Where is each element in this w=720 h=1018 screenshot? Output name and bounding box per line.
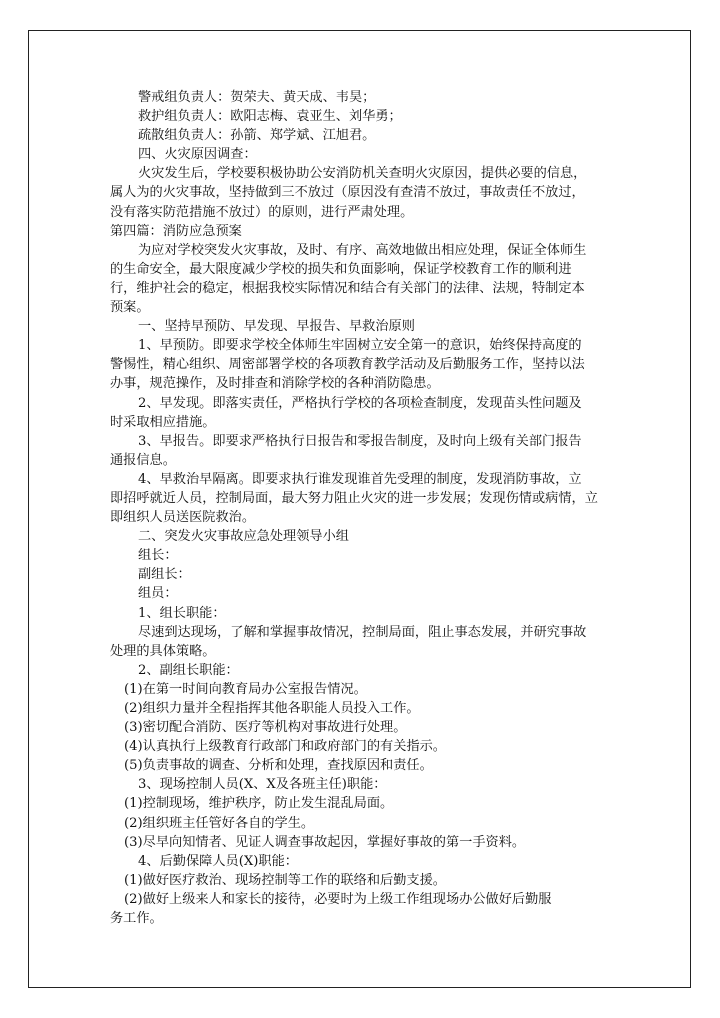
text-line: (1)做好医疗救治、现场控制等工作的联络和后勤支援。 <box>124 872 446 888</box>
text-line: 务工作。 <box>110 911 163 927</box>
text-line: 救护组负责人：欧阳志梅、袁亚生、刘华勇； <box>138 109 402 125</box>
text-line: 第四篇：消防应急预案 <box>110 223 242 239</box>
text-line: (5)负责事故的调查、分析和处理，查找原因和责任。 <box>124 758 433 774</box>
text-line: 疏散组负责人：孙箭、郑学斌、江旭君。 <box>138 128 376 144</box>
text-line: 二、突发火灾事故应急处理领导小组 <box>138 529 349 545</box>
text-line: 属人为的火灾事故，坚持做到三不放过（原因没有查清不放过，事故责任不放过， <box>110 185 585 201</box>
text-line: (4)认真执行上级教育行政部门和政府部门的有关指示。 <box>124 739 446 755</box>
text-line: 1、早预防。即要求学校全体师生牢固树立安全第一的意识，始终保持高度的 <box>138 338 582 354</box>
text-line: 为应对学校突发火灾事故，及时、有序、高效地做出相应处理，保证全体师生 <box>138 242 587 258</box>
text-line: 的生命安全，最大限度减少学校的损失和负面影响，保证学校教育工作的顺利进 <box>110 261 572 277</box>
text-line: 尽速到达现场，了解和掌握事故情况，控制局面，阻止事态发展，并研究事故 <box>138 624 587 640</box>
text-line: 处理的具体策略。 <box>110 643 216 659</box>
text-line: 时采取相应措施。 <box>110 414 216 430</box>
text-line: 3、现场控制人员(X、X及各班主任)职能： <box>138 777 387 793</box>
text-line: 警戒组负责人：贺荣夫、黄天成、韦昊； <box>138 90 376 105</box>
text-line: 3、早报告。即要求严格执行日报告和零报告制度，及时向上级有关部门报告 <box>138 433 582 449</box>
text-line: 预案。 <box>110 300 150 316</box>
text-line: 没有落实防范措施不放过）的原则，进行严肃处理。 <box>110 204 414 220</box>
text-line: 办事，规范操作，及时排查和消除学校的各种消防隐患。 <box>110 376 440 392</box>
text-line: 通报信息。 <box>110 452 176 468</box>
text-line: (2)组织班主任管好各自的学生。 <box>124 815 315 831</box>
text-line: 2、早发现。即落实责任，严格执行学校的各项检查制度，发现苗头性问题及 <box>138 395 582 411</box>
text-line: 4、早救治早隔离。即要求执行谁发现谁首先受理的制度，发现消防事故，立 <box>138 471 582 487</box>
text-line: (1)控制现场，维护秩序，防止发生混乱局面。 <box>124 796 394 812</box>
text-line: 行，维护社会的稳定，根据我校实际情况和结合有关部门的法律、法规，特制定本 <box>110 280 585 296</box>
document-body <box>110 88 622 928</box>
text-line: 4、后勤保障人员(X)职能： <box>138 853 298 869</box>
text-line: (3)密切配合消防、医疗等机构对事故进行处理。 <box>124 720 407 736</box>
text-line: (1)在第一时间向教育局办公室报告情况。 <box>124 681 367 697</box>
text-line: (3)尽早向知情者、见证人调查事故起因，掌握好事故的第一手资料。 <box>124 834 526 850</box>
text-line: 四、火灾原因调查： <box>138 147 257 163</box>
text-line: 1、组长职能： <box>138 605 226 621</box>
text-line: 火灾发生后，学校要积极协助公安消防机关查明火灾原因，提供必要的信息， <box>138 166 587 182</box>
text-line: 即组织人员送医院救治。 <box>110 510 256 526</box>
text-line: 副组长： <box>138 567 191 583</box>
text-line: (2)做好上级来人和家长的接待，必要时为上级工作组现场办公做好后勤服 <box>124 891 552 907</box>
text-line: 组长： <box>138 548 178 564</box>
text-line: 组员： <box>138 586 178 602</box>
text-line: 警惕性，精心组织、周密部署学校的各项教育教学活动及后勤服务工作，坚持以法 <box>110 357 585 373</box>
text-line: (2)组织力量并全程指挥其他各职能人员投入工作。 <box>124 701 420 716</box>
text-line: 即招呼就近人员，控制局面，最大努力阻止火灾的进一步发展；发现伤情或病情，立 <box>110 490 598 506</box>
text-line: 一、坚持早预防、早发现、早报告、早救治原则 <box>138 319 415 335</box>
text-line: 2、副组长职能： <box>138 662 239 678</box>
